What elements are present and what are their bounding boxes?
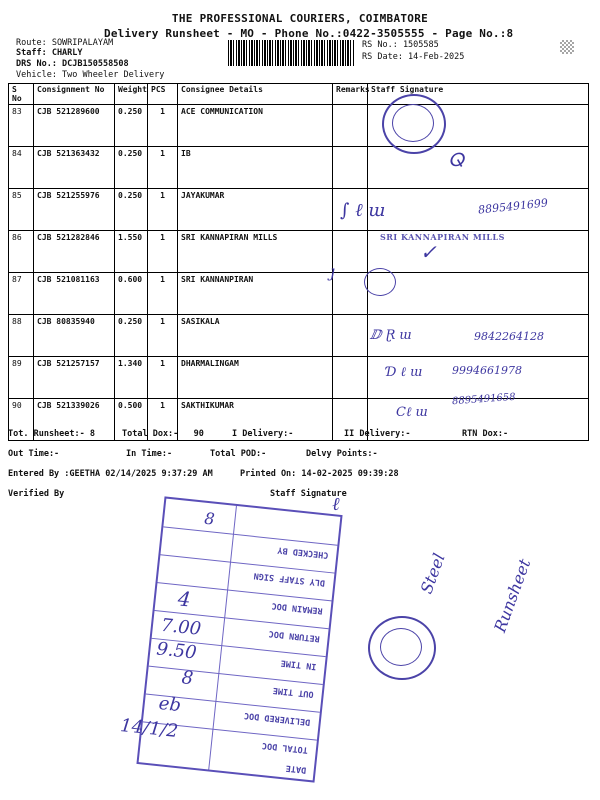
weight-cell: 0.250 xyxy=(115,147,148,189)
weight-cell: 0.250 xyxy=(115,105,148,147)
total-dox: Total Dox:- 90 xyxy=(122,429,204,439)
handwritten-phone-1: 8895491699 xyxy=(477,196,549,217)
stamp-value: 8 xyxy=(180,667,195,690)
sno-cell: 83 xyxy=(9,105,34,147)
side-note: Runsheet xyxy=(490,556,535,635)
consignee-cell: SRI KANNAPIRAN MILLS xyxy=(178,231,333,273)
vehicle-text: Vehicle: Two Wheeler Delivery xyxy=(16,70,165,80)
consignee-cell: DHARMALINGAM xyxy=(178,357,333,399)
entered-by: Entered By :GEETHA 02/14/2025 9:37:29 AM xyxy=(8,469,213,479)
consignment-cell: CJB 521255976 xyxy=(34,189,115,231)
signature-mark: ⵕ xyxy=(448,150,464,171)
col-header-sno: S No xyxy=(9,84,34,105)
col-header-weight: Weight xyxy=(115,84,148,105)
consignee-cell: IB xyxy=(178,147,333,189)
stamp-label-total-doc: TOTAL DOC xyxy=(261,739,309,755)
pcs-cell: 1 xyxy=(148,105,178,147)
drs-number: DRS No.: DCJB150558508 xyxy=(16,59,129,69)
sno-cell: 89 xyxy=(9,357,34,399)
table-row xyxy=(9,105,589,147)
rs-number: RS No.: 1505585 xyxy=(362,40,439,50)
pcs-cell: 1 xyxy=(148,273,178,315)
consignee-cell: SASIKALA xyxy=(178,315,333,357)
round-seal-inner xyxy=(380,628,422,666)
stamp-label-dly-staff-sign: DLY STAFF SIGN xyxy=(253,570,326,588)
stamp-value: eb xyxy=(157,692,183,717)
stamp-label-remain-doc: REMAIN DOC xyxy=(271,600,324,616)
sno-cell: 88 xyxy=(9,315,34,357)
handwritten-phone-4: 8895491658 xyxy=(451,391,516,408)
pcs-cell: 1 xyxy=(148,189,178,231)
sno-cell: 90 xyxy=(9,399,34,441)
delivery-points: Delvy Points:- xyxy=(306,449,378,459)
staff-signature-label: Staff Signature xyxy=(270,489,347,499)
total-pod: Total POD:- xyxy=(210,449,267,459)
remarks-cell xyxy=(333,315,368,357)
mill-stamp-text: SRI KANNAPIRAN MILLS xyxy=(380,232,505,242)
consignment-cell: CJB 521081163 xyxy=(34,273,115,315)
stamp-value: 8 xyxy=(203,508,216,529)
route-text: Route: SOWRIPALAYAM xyxy=(16,38,114,48)
stamp-label-date: DATE xyxy=(284,762,307,775)
col-header-consignee: Consignee Details xyxy=(178,84,333,105)
staff-signature-mark: ℓ xyxy=(332,494,340,515)
side-note: Steel xyxy=(416,550,449,597)
stamp-label-out-time: OUT TIME xyxy=(272,684,315,700)
table-row xyxy=(9,147,589,189)
weight-cell: 0.500 xyxy=(115,399,148,441)
i-delivery: I Delivery:- xyxy=(232,429,294,439)
in-time: In Time:- xyxy=(126,449,173,459)
weight-cell: 0.250 xyxy=(115,315,148,357)
signature-mark: ȷ xyxy=(330,262,335,281)
total-runsheet: Tot. Runsheet:- 8 xyxy=(8,429,95,439)
remarks-cell xyxy=(333,357,368,399)
stamp-label-in-time: IN TIME xyxy=(280,657,318,672)
delivery-stamp-box xyxy=(119,496,342,782)
pcs-cell: 1 xyxy=(148,399,178,441)
weight-cell: 0.250 xyxy=(115,189,148,231)
barcode-image xyxy=(228,40,354,66)
table-row xyxy=(9,273,589,315)
pcs-cell: 1 xyxy=(148,231,178,273)
consignee-cell: ACE COMMUNICATION xyxy=(178,105,333,147)
consignment-cell: CJB 521363432 xyxy=(34,147,115,189)
weight-cell: 1.340 xyxy=(115,357,148,399)
consignment-cell: CJB 521289600 xyxy=(34,105,115,147)
pcs-cell: 1 xyxy=(148,315,178,357)
stamp-label-checked-by: CHECKED BY xyxy=(276,544,329,560)
pcs-cell: 1 xyxy=(148,357,178,399)
signature-scribble: Ɗ ℓ ɯ xyxy=(386,365,423,380)
col-header-pcs: PCS xyxy=(148,84,178,105)
runsheet-subtitle: Delivery Runsheet - MO - Phone No.:0422-3505555 - Page No.:8 xyxy=(104,27,514,40)
stamp-label-return-doc: RETURN DOC xyxy=(268,628,321,644)
signature-scribble: ∫ ℓ ɯ xyxy=(340,200,386,221)
col-header-consignment: Consignment No xyxy=(34,84,115,105)
handwritten-phone-2: 9842264128 xyxy=(474,330,544,343)
stamp-label-delivered-doc: DELIVERED DOC xyxy=(244,709,312,727)
ii-delivery: II Delivery:- xyxy=(344,429,411,439)
table-header-row xyxy=(9,84,589,105)
consignment-cell: CJB 80835940 xyxy=(34,315,115,357)
runsheet-table xyxy=(8,83,589,441)
company-title: THE PROFESSIONAL COURIERS, COIMBATORE xyxy=(171,12,429,25)
remarks-cell xyxy=(333,105,368,147)
consignment-cell: CJB 521257157 xyxy=(34,357,115,399)
stamp-value: 9.50 xyxy=(155,638,198,664)
staff-text: Staff: CHARLY xyxy=(16,48,83,58)
stamp-value: 14/1/2 xyxy=(119,715,180,743)
consignee-cell: SRI KANNANPIRAN xyxy=(178,273,333,315)
consignee-cell: JAYAKUMAR xyxy=(178,189,333,231)
weight-cell: 0.600 xyxy=(115,273,148,315)
tick-mark: ✓ xyxy=(420,240,437,264)
sno-cell: 85 xyxy=(9,189,34,231)
small-seal xyxy=(364,268,396,296)
qr-mark xyxy=(560,40,574,54)
verified-by: Verified By xyxy=(8,489,65,499)
office-seal-inner xyxy=(392,104,434,142)
pcs-cell: 1 xyxy=(148,147,178,189)
remarks-cell xyxy=(333,231,368,273)
rtn-dox: RTN Dox:- xyxy=(462,429,509,439)
out-time: Out Time:- xyxy=(8,449,60,459)
sno-cell: 84 xyxy=(9,147,34,189)
signature-cell xyxy=(368,273,589,315)
stamp-line xyxy=(163,526,337,545)
stamp-value: 4 xyxy=(176,586,192,612)
rs-date: RS Date: 14-Feb-2025 xyxy=(362,52,465,62)
stamp-value: 7.00 xyxy=(159,614,203,640)
remarks-cell xyxy=(333,147,368,189)
consignee-cell: SAKTHIKUMAR xyxy=(178,399,333,441)
consignment-cell: CJB 521282846 xyxy=(34,231,115,273)
signature-scribble: ⅅ Ɽ ɯ xyxy=(370,328,412,343)
handwritten-phone-3: 9994661978 xyxy=(452,364,522,377)
sno-cell: 87 xyxy=(9,273,34,315)
weight-cell: 1.550 xyxy=(115,231,148,273)
signature-scribble: Cℓ ɯ xyxy=(396,405,428,420)
consignment-cell: CJB 521339026 xyxy=(34,399,115,441)
col-header-remarks: Remarks xyxy=(333,84,368,105)
printed-on: Printed On: 14-02-2025 09:39:28 xyxy=(240,469,399,479)
col-header-signature: Staff Signature xyxy=(368,84,589,105)
signature-cell xyxy=(368,147,589,189)
sno-cell: 86 xyxy=(9,231,34,273)
remarks-cell xyxy=(333,273,368,315)
